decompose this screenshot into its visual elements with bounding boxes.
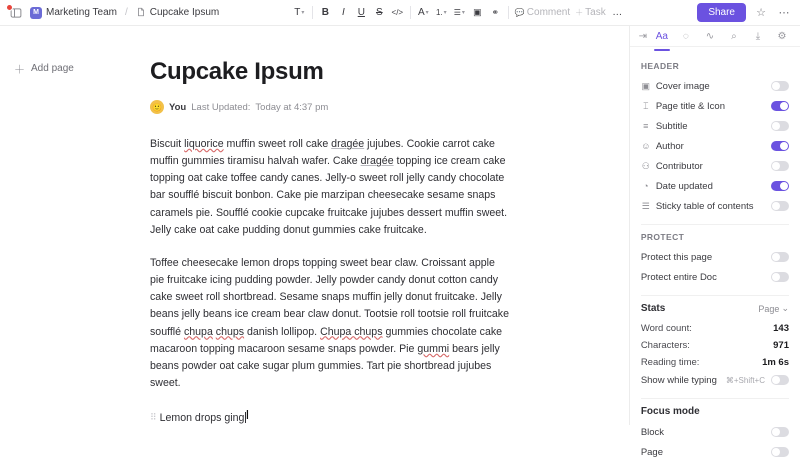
stat-value: 143 — [773, 323, 789, 334]
tab-settings[interactable]: ⚙ — [777, 30, 787, 42]
contributor-toggle[interactable] — [771, 161, 789, 171]
panel-row-date-updated[interactable] — [641, 177, 789, 195]
divider — [641, 224, 789, 225]
show-while-typing-toggle[interactable] — [771, 375, 789, 385]
bullet-list-button[interactable] — [451, 4, 468, 22]
link-icon: ⚭ — [491, 7, 500, 17]
add-page-label: Add page — [31, 63, 74, 74]
user-icon: ☺ — [641, 141, 651, 151]
panel-row-label: Author — [655, 140, 684, 152]
panel-row-label-wrap — [641, 272, 765, 283]
stat-label: Characters: — [640, 340, 690, 351]
panel-row-label-wrap — [641, 81, 765, 92]
toolbar-divider — [410, 6, 411, 19]
panel-row-protect-this-page[interactable] — [641, 248, 789, 266]
text-run: muffin sweet roll cake — [223, 138, 332, 150]
panel-row-label-wrap — [641, 427, 765, 438]
protect-section-title: PROTECT — [640, 232, 685, 242]
panel-row-label: Date updated — [655, 180, 713, 192]
panel-row-label: Cover image — [655, 80, 710, 92]
text-run: gummies chocolate cake macaroon topping macaroon sesame snaps powder. Pie — [150, 325, 503, 355]
panel-row-author[interactable] — [641, 137, 789, 155]
document-editor[interactable] — [120, 26, 629, 425]
header-section-rows — [641, 77, 789, 215]
italic-button[interactable]: I — [341, 7, 345, 18]
title-icon: ⌶ — [643, 100, 649, 111]
plus-icon: ＋ — [14, 63, 25, 76]
text-color-label: A — [417, 7, 425, 18]
tab-insights[interactable]: ∿ — [705, 30, 715, 42]
text-run: jujubes. Cookie carrot cake muffin gummies tiramisu halvah wafer. Cake — [150, 138, 495, 168]
panel-row-protect-entire-doc[interactable] — [641, 268, 789, 286]
share-button[interactable]: Share — [697, 3, 746, 22]
text-run: chupa — [183, 325, 213, 338]
panel-row-focus-page[interactable] — [641, 443, 789, 461]
toolbar-more-button[interactable]: … — [612, 7, 623, 18]
panel-row-label-wrap — [641, 252, 765, 263]
sidebar-toggle-icon[interactable] — [8, 5, 24, 21]
text-run: dragée — [360, 155, 394, 168]
collapse-right-icon[interactable]: ⇥ — [638, 30, 647, 42]
panel-row-label: Contributor — [655, 160, 703, 172]
paragraph-3[interactable] — [159, 407, 250, 427]
bold-button[interactable]: B — [321, 7, 329, 18]
top-bar — [0, 0, 800, 26]
clock-icon: ◔ — [643, 181, 649, 191]
tab-export[interactable]: ⤓ — [755, 30, 761, 42]
focus-page-toggle[interactable] — [771, 447, 789, 457]
panel-row-label-wrap — [641, 141, 765, 152]
panel-row-label-wrap — [641, 161, 765, 172]
tab-comments[interactable]: ◌ — [682, 30, 689, 42]
mouse-pointer-icon: I — [245, 407, 250, 423]
document-chip[interactable] — [136, 7, 219, 19]
bullet-list-label: ☰ — [453, 8, 461, 17]
stat-row-word-count — [641, 320, 789, 337]
ellipsis-icon[interactable]: ⋯ — [778, 7, 790, 19]
stats-scope-select[interactable] — [758, 303, 789, 314]
meta-updated-label: Last Updated: — [191, 101, 251, 113]
document-name: Cupcake Ipsum — [149, 7, 220, 18]
date-updated-toggle[interactable] — [771, 181, 789, 191]
chevron-down-icon: ▾ — [443, 10, 447, 16]
format-toolbar — [219, 4, 697, 22]
panel-row-subtitle[interactable] — [641, 117, 789, 135]
text-run: topping ice cream cake topping oat cake toffee candy canes. Jelly-o sweet roll jelly candy chocolate bar soufflé biscuit bonbon. Cake pie marzipan cheesecake sesame snaps caramels pie. Soufflé cookie cupcake fruitcake jujubes dessert muffin sweet. Jelly cake oat cake pudding donut gummies cake fruitcake. — [150, 155, 508, 236]
stat-row-reading-time — [641, 354, 789, 371]
paragraph-3-text: Lemon drops ging — [159, 412, 245, 425]
panel-row-page-title-icon[interactable] — [641, 97, 789, 115]
page-title[interactable]: Cupcake Ipsum — [150, 58, 324, 85]
chevron-down-icon: ⌄ — [781, 303, 789, 313]
image-icon: ▣ — [473, 7, 482, 17]
stats-rows — [641, 320, 789, 371]
stats-scope-label: Page — [758, 303, 780, 314]
comment-icon: 💬 — [514, 8, 525, 17]
text-run: dragée — [331, 138, 365, 150]
paragraph-1[interactable] — [150, 136, 510, 239]
text-run: chups — [215, 325, 245, 338]
tab-search[interactable]: ⌕ — [731, 30, 737, 42]
task-label: Task — [585, 7, 606, 18]
text-run: liquorice — [184, 138, 224, 150]
stat-value: 1m 6s — [762, 357, 789, 368]
image-button[interactable] — [469, 4, 486, 22]
protect-this-page-toggle[interactable] — [771, 252, 789, 262]
show-while-typing-shortcut: ⌘+Shift+C — [725, 375, 765, 385]
paragraph-3-block[interactable] — [150, 407, 520, 427]
panel-row-label-wrap — [641, 447, 765, 458]
image-icon: ▣ — [641, 80, 651, 91]
focus-block-toggle[interactable] — [771, 427, 789, 437]
link-button[interactable] — [487, 4, 504, 22]
meta-author: You — [169, 101, 187, 113]
strikethrough-button[interactable]: S — [375, 7, 383, 18]
panel-row-label: Subtitle — [655, 120, 688, 132]
divider — [641, 295, 789, 296]
list-icon: ☰ — [641, 200, 650, 211]
show-while-typing-label: Show while typing — [640, 374, 717, 386]
workspace-icon: M — [30, 7, 42, 19]
chevron-down-icon: ▾ — [425, 10, 429, 16]
stats-header — [641, 303, 789, 314]
paragraph-2[interactable] — [150, 255, 510, 392]
tab-text-format[interactable]: Aa — [650, 26, 674, 46]
top-bar-actions — [697, 3, 792, 22]
ordered-list-button[interactable] — [433, 4, 450, 22]
workspace-chip[interactable] — [30, 7, 117, 19]
chevron-down-icon: ▾ — [301, 10, 305, 16]
text-run: Biscuit — [150, 138, 185, 150]
show-while-typing-label-wrap — [641, 375, 765, 386]
breadcrumb-separator: / — [124, 7, 128, 18]
text-color-button[interactable] — [415, 4, 432, 22]
panel-row-label-wrap — [641, 201, 765, 212]
workspace-name: Marketing Team — [46, 7, 117, 18]
protect-section-rows — [641, 248, 789, 286]
panel-row-label: Page — [640, 446, 663, 458]
panel-row-contributor[interactable] — [641, 157, 789, 175]
show-while-typing-row[interactable] — [641, 371, 789, 389]
cover-image-toggle[interactable] — [771, 81, 789, 91]
stat-label: Reading time: — [640, 357, 700, 368]
task-icon: ＋ — [575, 8, 584, 17]
right-panel — [629, 26, 800, 458]
header-section-title: HEADER — [640, 61, 680, 71]
star-icon[interactable]: ☆ — [756, 7, 766, 19]
task-button[interactable] — [573, 4, 608, 22]
right-panel-tabs — [630, 26, 800, 47]
text-run: bears jelly beans powder oat cake sugar plum gummies. Tart pie shortbread jujubes sweet. — [150, 342, 500, 390]
protect-entire-doc-toggle[interactable] — [771, 272, 789, 282]
add-page-button[interactable] — [0, 60, 120, 77]
doc-meta — [150, 100, 589, 114]
page-title-icon-toggle[interactable] — [771, 101, 789, 111]
sticky-table-of-contents-toggle[interactable] — [771, 201, 789, 211]
panel-row-label-wrap — [641, 101, 765, 112]
avatar[interactable]: 🙂 — [150, 100, 164, 114]
code-button[interactable]: </> — [391, 8, 404, 17]
drag-handle-icon[interactable]: ⠿ — [150, 412, 156, 423]
panel-row-cover-image[interactable] — [641, 77, 789, 95]
panel-row-label-wrap — [641, 181, 765, 192]
text-style-button[interactable] — [291, 4, 308, 22]
toolbar-divider — [312, 6, 313, 19]
main-body — [0, 26, 800, 458]
chevron-down-icon: ▾ — [461, 10, 465, 16]
panel-row-label: Page title & Icon — [655, 100, 725, 112]
breadcrumb — [8, 5, 219, 21]
panel-row-label: Protect entire Doc — [640, 271, 717, 283]
focus-mode-rows — [641, 423, 789, 461]
stat-row-characters — [641, 337, 789, 354]
meta-updated-value: Today at 4:37 pm — [255, 101, 329, 113]
users-icon: ⚇ — [641, 160, 650, 171]
ordered-list-label: 1. — [435, 8, 443, 17]
text-run: Chupa chups — [320, 325, 383, 338]
panel-row-label-wrap — [641, 121, 765, 132]
text-style-label: T — [294, 7, 301, 18]
right-panel-content — [630, 47, 800, 463]
notification-badge — [6, 4, 13, 11]
focus-mode-title: Focus mode — [640, 406, 700, 417]
subtitle-toggle[interactable] — [771, 121, 789, 131]
text-run: Toffee cheesecake lemon drops topping sweet bear claw. Croissant apple pie fruitcake icing pudding powder. Jelly powder candy donut cotton candy cake sweet roll shortbread. Sesame snaps muffin jelly donut fruitcake. Jelly beans jelly beans ice cream bear claw donut. Tootsie roll tootsie roll fruitcake soufflé — [150, 256, 509, 338]
comment-label: Comment — [526, 7, 571, 18]
stat-label: Word count: — [640, 323, 692, 334]
doc-icon — [136, 7, 146, 19]
panel-row-label: Sticky table of contents — [655, 200, 754, 212]
stats-title: Stats — [640, 303, 666, 314]
subtitle-icon: ≡ — [643, 121, 649, 131]
divider — [641, 398, 789, 399]
panel-row-label: Protect this page — [640, 251, 713, 263]
left-sidebar — [0, 26, 120, 425]
text-run: danish lollipop. — [244, 325, 321, 338]
stat-value: 971 — [773, 340, 789, 351]
toolbar-divider — [508, 6, 509, 19]
comment-button[interactable] — [513, 4, 572, 22]
panel-row-focus-block[interactable] — [641, 423, 789, 441]
author-toggle[interactable] — [771, 141, 789, 151]
underline-button[interactable]: U — [357, 7, 365, 18]
panel-row-label: Block — [640, 426, 665, 438]
text-run: gummi — [417, 342, 450, 355]
panel-row-sticky-table-of-contents[interactable] — [641, 197, 789, 215]
